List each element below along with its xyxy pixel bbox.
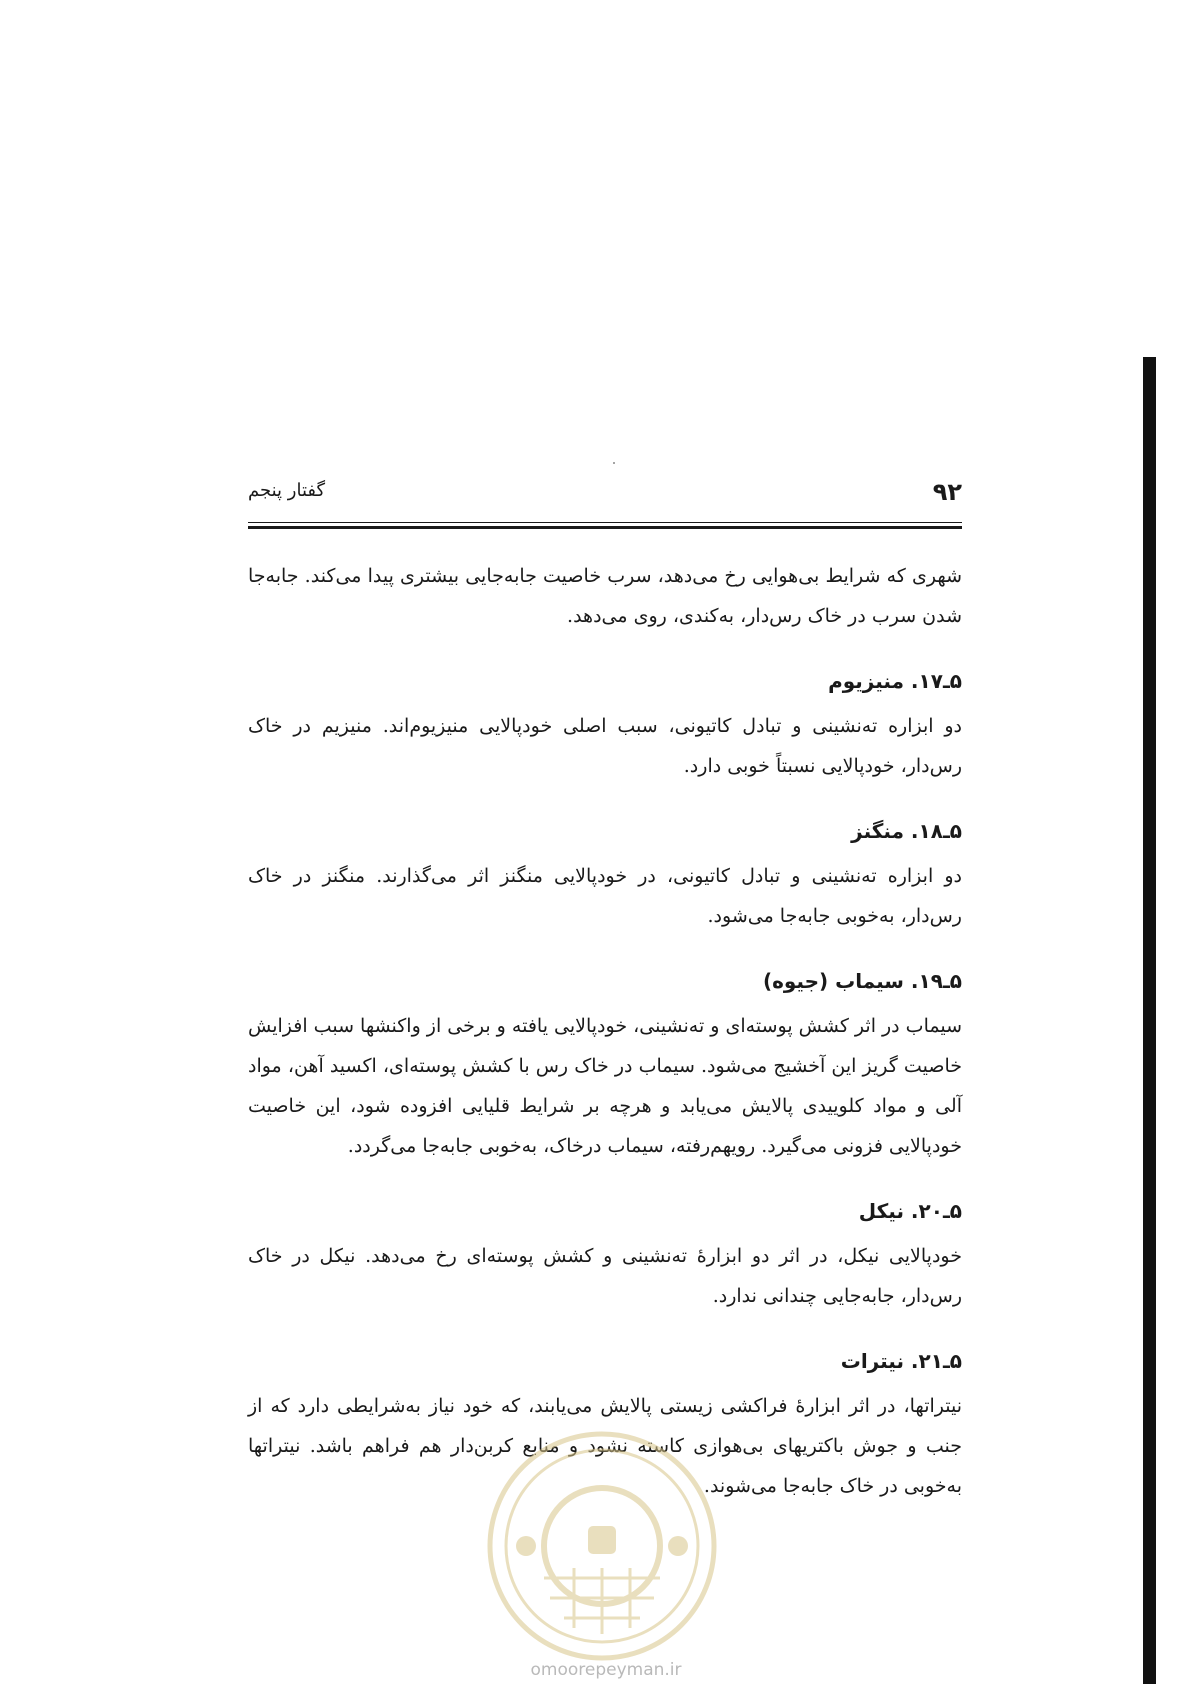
- section-paragraph: سیماب در اثر کشش پوسته‌ای و ته‌نشینی، خودپالایی یافته و برخی از واکنشها سبب افزایش خاصیت گریز این آخشیج می‌شود. سیماب در خاک رس با کشش پوسته‌ای، اکسید آهن، مواد آلی و مواد کلوییدی پالایش می‌یابد و هرچه بر شرایط قلیایی افزوده شود، این خاصیت خودپالایی فزونی می‌گیرد. رویهم‌رفته، سیماب درخاک، به‌خوبی جابه‌جا می‌گردد.: [248, 1015, 962, 1157]
- section-heading: ۵ـ۱۸. منگنز: [851, 819, 962, 843]
- scan-speck: [613, 462, 615, 464]
- section-nickel: [248, 1196, 962, 1316]
- section-mercury: [248, 966, 962, 1166]
- chapter-title: گفتار پنجم: [248, 480, 326, 501]
- watermark-site-text: omoorepeyman.ir: [530, 1660, 682, 1680]
- section-paragraph: خودپالایی نیکل، در اثر دو ابزارهٔ ته‌نشینی و کشش پوسته‌ای رخ می‌دهد. نیکل در خاک رس‌دار، جابه‌جایی چندانی ندارد.: [248, 1245, 962, 1307]
- section-manganese: [248, 816, 962, 936]
- body-text: [248, 556, 962, 1506]
- section-heading: ۵ـ۲۱. نیترات: [840, 1349, 962, 1373]
- header-rule-thick: [248, 526, 962, 529]
- header-rule-thin: [248, 522, 962, 523]
- section-paragraph: نیتراتها، در اثر ابزارهٔ فراکشی زیستی پالایش می‌یابند، که خود نیاز به‌شرایطی دارد که از جنب و جوش باکتریهای بی‌هوازی کاسته نشود و منابع کربن‌دار هم فراهم باشد. نیتراتها به‌خوبی در خاک جابه‌جا می‌شوند.: [248, 1395, 962, 1497]
- watermark-seal-icon: [484, 1428, 720, 1664]
- section-heading: ۵ـ۱۷. منیزیوم: [828, 669, 962, 693]
- section-heading: ۵ـ۱۹. سیماب (جیوه): [762, 969, 962, 993]
- page-number: ۹۲: [932, 478, 962, 506]
- page-header: [248, 478, 962, 518]
- scan-edge-bar: [1143, 357, 1156, 1684]
- section-paragraph: دو ابزاره ته‌نشینی و تبادل کاتیونی، در خودپالایی منگنز اثر می‌گذارند. منگنز در خاک رس‌دار، به‌خوبی جابه‌جا می‌شود.: [248, 865, 962, 927]
- section-heading: ۵ـ۲۰. نیکل: [858, 1199, 962, 1223]
- section-magnesium: [248, 666, 962, 786]
- section-paragraph: دو ابزاره ته‌نشینی و تبادل کاتیونی، سبب اصلی خودپالایی منیزیوم‌اند. منیزیم در خاک رس‌دار، خودپالایی نسبتاً خوبی دارد.: [248, 715, 962, 777]
- intro-paragraph: شهری که شرایط بی‌هوایی رخ می‌دهد، سرب خاصیت جابه‌جایی بیشتری پیدا می‌کند. جابه‌جا شدن سرب در خاک رس‌دار، به‌کندی، روی می‌دهد.: [248, 565, 962, 627]
